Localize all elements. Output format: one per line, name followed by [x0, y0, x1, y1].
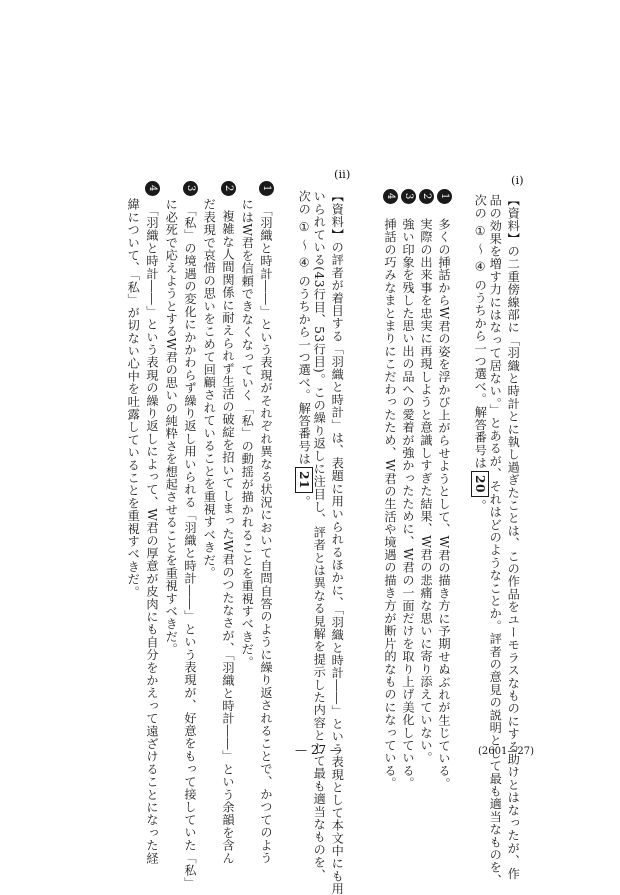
choice-text: 「私」の境遇の変化にかかわらず繰り返し用いられる「羽織と時計――」という表現が、好意をもって接していた「私」 [183, 209, 197, 890]
section-ii-question-line-1: 【資料】の評者が着目する「羽織と時計」は、表題に用いられるほかに、「羽織と時計――」という表現として本文中にも用 [330, 190, 345, 895]
section-ii-question-text: 次の ① ～ ④ のうちから一つ選べ。解答番号は [297, 190, 312, 466]
choice-marker: 1 [437, 189, 452, 204]
section-ii-choice-4-cont: 緯について、「私」が切ない心中を吐露していることを重視すべきだ。 [126, 198, 141, 599]
section-ii-question-suffix: 。 [297, 495, 312, 508]
section-ii-choice-1[interactable] [259, 180, 274, 864]
section-i-question-line-3 [471, 194, 489, 512]
choice-text: 「羽織と時計――」という表現の繰り返しによって、W君の厚意が皮肉にも自分をかえって遠ざけることになった経 [145, 209, 159, 865]
section-ii-question-line-2: いられている(43行目、53行目)。この繰り返しに注目し、評者とは異なる見解を提示した内容として最も適当なものを、 [312, 190, 327, 882]
choice-text: 多くの挿話からW君の姿を浮かび上がらせようとして、W君の描き方に予期せぬぶれが生じている。 [437, 217, 451, 790]
choice-marker: 2 [419, 189, 434, 204]
choice-text: 挿話の巧みなまとまりにこだわったため、W君の生活や境遇の描き方が断片的なものになっている。 [383, 217, 397, 790]
choice-text: 複雑な人間関係に耐えられず生活の破綻を招いてしまったW君のつたなさが、「羽織と時計――」という余韻を含ん [221, 209, 235, 865]
answer-box-20[interactable]: 20 [471, 471, 489, 497]
choice-marker: 4 [383, 189, 398, 204]
choice-marker: 2 [221, 181, 236, 196]
section-ii-choice-1-cont: にはW君を信頼できなくなっていく「私」の動揺が描かれることを重視すべきだ。 [240, 198, 255, 669]
section-i-label: (i) [511, 173, 524, 187]
choice-text: 強い印象を残した思い出の品への愛着が強かったために、W君の一面だけを取り上げ美化している。 [401, 217, 415, 790]
section-ii-question-line-3 [295, 190, 313, 508]
section-ii-choice-3[interactable] [183, 180, 198, 889]
section-ii-choice-3-cont: に必死で応えようとするW君の思いの純粋さを想起させることを重視すべきだ。 [164, 198, 179, 656]
section-ii-choice-4[interactable] [145, 180, 160, 864]
choice-marker: 1 [259, 181, 274, 196]
exam-code: (2601—27) [478, 746, 534, 757]
choice-marker: 3 [183, 181, 198, 196]
section-i-question-line-2: 品の効果を増す力にはなって居ない。」とあるが、それはどのようなことか。評者の意見の説明として最も適当なものを、 [488, 194, 503, 887]
choice-text: 実際の出来事を忠実に再現しようと意識しすぎた結果、W君の悲痛な思いに寄り添えていない。 [419, 217, 433, 765]
section-ii-choice-2[interactable] [221, 180, 236, 864]
section-i-question-line-1: 【資料】の二重傍線部に「羽織と時計とに執し過ぎたことは、この作品をユーモラスなものにする助けとはなったが、作 [506, 194, 521, 880]
choice-marker: 4 [145, 181, 160, 196]
section-i-question-suffix: 。 [473, 499, 488, 512]
choice-marker: 3 [401, 189, 416, 204]
choice-text: 「羽織と時計――」という表現がそれぞれ異なる状況において自問自答のように繰り返されることで、かつてのよう [259, 209, 273, 864]
section-i-choice-1[interactable] [437, 188, 452, 790]
section-i-choice-2[interactable] [419, 188, 434, 764]
page-number: — 27 — [295, 743, 342, 757]
section-i-question-text: 次の ① ～ ④ のうちから一つ選べ。解答番号は [473, 194, 488, 470]
section-i-choice-3[interactable] [401, 188, 416, 790]
section-ii-label: (ii) [334, 167, 351, 181]
answer-box-21[interactable]: 21 [295, 467, 313, 493]
section-ii-choice-2-cont: だ表現で哀惜の思いをこめて回顧されていることを重視すべきだ。 [202, 198, 217, 579]
section-i-choice-4[interactable] [383, 188, 398, 790]
